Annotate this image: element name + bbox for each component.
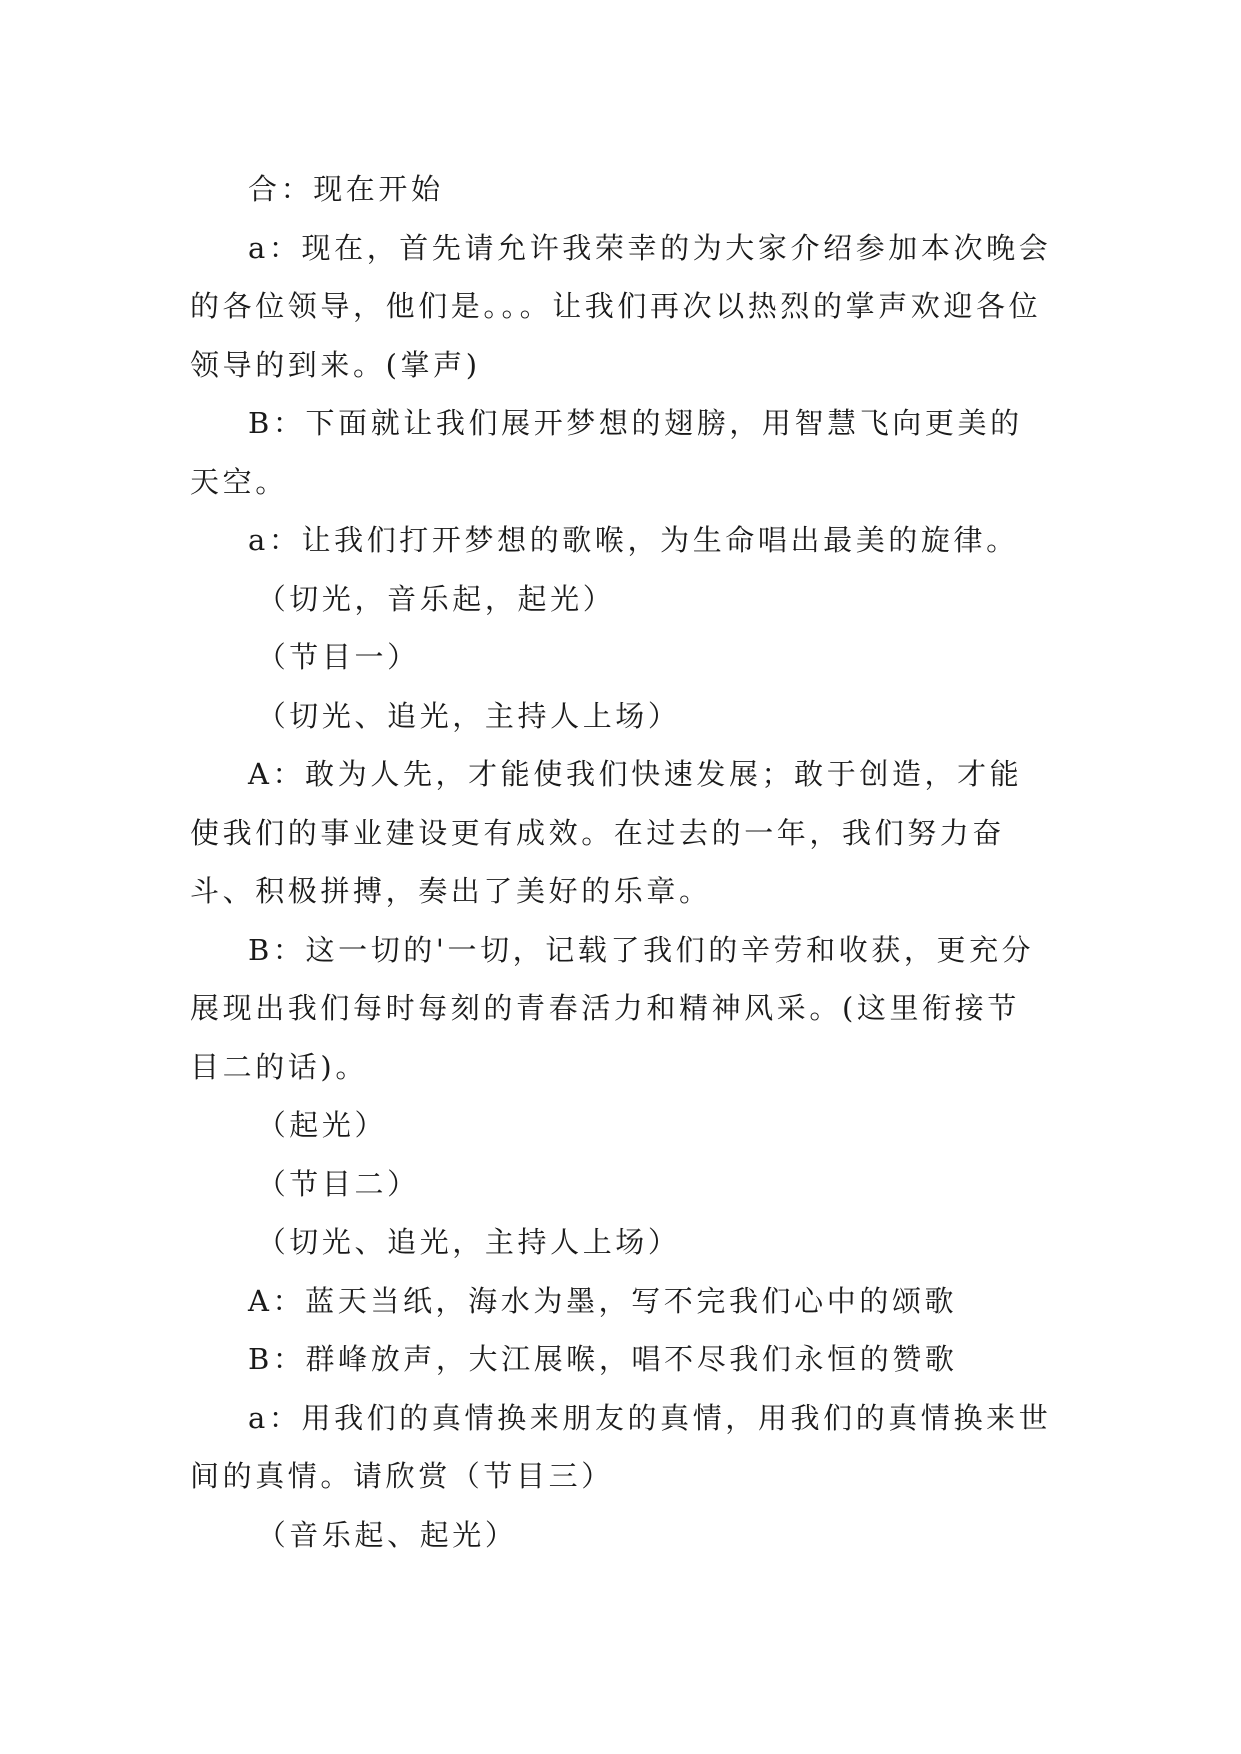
paragraph-dare-to-lead: A：敢为人先，才能使我们快速发展；敢于创造，才能使我们的事业建设更有成效。在过去的一年，我们努力奋斗、积极拼搏，奏出了美好的乐章。 (190, 757, 1023, 908)
paragraph-blue-sky: A：蓝天当纸，海水为墨，写不完我们心中的颂歌 (248, 1283, 958, 1318)
script-text (190, 160, 1052, 1564)
paragraph-sing-melody: a：让我们打开梦想的歌喉，为生命唱出最美的旋律。 (248, 523, 1019, 557)
paragraph-mountains: B：群峰放声，大江展喉，唱不尽我们永恒的赞歌 (248, 1342, 958, 1376)
paragraph-true-feelings: a：用我们的真情换来朋友的真情，用我们的真情换来世间的真情。请欣赏（节目三） (190, 1400, 1052, 1493)
stage-direction: （切光、追光，主持人上场） (256, 698, 681, 733)
stage-direction: （音乐起、起光） (256, 1517, 518, 1552)
stage-direction: （起光） (256, 1108, 388, 1142)
paragraph-wings-of-dreams: B：下面就让我们展开梦想的翅膀，用智慧飞向更美的天空。 (190, 406, 1023, 499)
program-two: （节目二） (256, 1166, 420, 1201)
paragraph-opening: 合：现在开始 (248, 172, 444, 206)
stage-direction: （切光，音乐起，起光） (256, 581, 616, 616)
program-one: （节目一） (256, 640, 420, 674)
paragraph-introduce-leaders: a：现在，首先请允许我荣幸的为大家介绍参加本次晚会的各位领导，他们是。。。让我们再次以热烈的掌声欢迎各位领导的到来。(掌声) (190, 230, 1052, 382)
stage-direction: （切光、追光，主持人上场） (256, 1225, 681, 1259)
paragraph-everything: B：这一切的'一切，记载了我们的辛劳和收获，更充分展现出我们每时每刻的青春活力和精神风采。(这里衔接节目二的话)。 (190, 932, 1035, 1084)
